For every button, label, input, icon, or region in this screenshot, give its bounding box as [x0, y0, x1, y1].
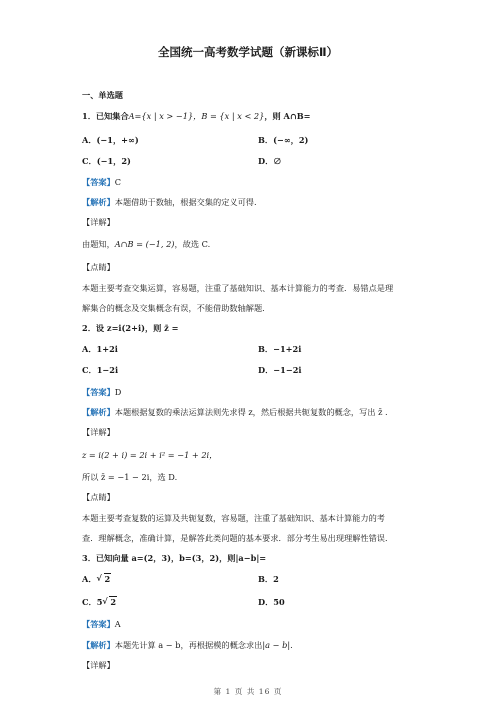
question-1-option-a: A．(−1，+∞): [82, 135, 139, 145]
question-3-option-b: B．2: [258, 574, 279, 584]
page-footer: 第 1 页 共 16 页: [213, 687, 283, 696]
question-1-detail: 由题知，A∩B = (−1, 2)，故选 C.: [82, 239, 211, 249]
question-2-detail-equation: z = i(2 + i) = 2i + i² = −1 + 2i，: [82, 450, 218, 460]
question-2-option-a: A．1+2i: [82, 344, 118, 354]
question-2-review-tag: 【点睛】: [82, 492, 115, 502]
question-2-option-b: B．−1+2i: [258, 344, 302, 354]
question-2-detail-conclusion: 所以 z̄ = −1 − 2i，选 D.: [82, 472, 178, 482]
question-1-option-c: C．(−1，2): [82, 156, 131, 166]
question-2-review-line-1: 本题主要考查复数的运算及共轭复数，容易题，注重了基础知识、基本计算能力的考: [82, 513, 385, 523]
question-2-answer: 【答案】D: [82, 387, 122, 397]
sqrt-symbol: √ 2: [97, 574, 112, 585]
question-1-answer: 【答案】C: [82, 177, 122, 187]
question-2-detail-tag: 【详解】: [82, 427, 115, 437]
question-1-detail-tag: 【详解】: [82, 217, 115, 227]
sqrt-symbol: √ 2: [102, 597, 117, 608]
question-2-option-d: D．−1−2i: [258, 365, 302, 375]
question-1-option-b: B．(−∞，2): [258, 135, 309, 145]
question-2-analysis: 【解析】本题根据复数的乘法运算法则先求得 z，然后根据共轭复数的概念，写出 z̄ .: [82, 407, 388, 417]
question-1-option-d: D．∅: [258, 156, 282, 166]
question-3-option-d: D．50: [258, 597, 285, 607]
question-3-option-c: C．5√ 2: [82, 597, 117, 608]
question-1-analysis: 【解析】本题借助于数轴，根据交集的定义可得.: [82, 197, 257, 207]
question-1-review-line-2: 解集合的概念及交集概念有误，不能借助数轴解题．: [82, 303, 271, 313]
question-1-stem: 1．已知集合A={x | x > −1}，B = {x | x < 2}，则 A∩B=: [82, 111, 311, 121]
page-title: 全国统一高考数学试题（新课标Ⅱ）: [157, 45, 339, 59]
question-3-answer: 【答案】A: [82, 619, 121, 629]
section-heading: 一、单选题: [82, 90, 123, 100]
question-3-analysis: 【解析】本题先计算 a − b，再根据模的概念求出|a − b|.: [82, 640, 293, 650]
question-1-review-tag: 【点睛】: [82, 262, 115, 272]
question-2-review-line-2: 查．理解概念，准确计算，是解答此类问题的基本要求．部分考生易出现理解性错误．: [82, 533, 394, 543]
question-3-option-a: A．√ 2: [82, 574, 111, 585]
question-2-stem: 2．设 z=i(2+i)，则 z̄ =: [82, 323, 179, 333]
question-3-detail-tag: 【详解】: [82, 660, 115, 670]
question-2-option-c: C．1−2i: [82, 365, 119, 375]
question-3-stem: 3．已知向量 a=(2，3)，b=(3，2)，则|a−b|=: [82, 553, 267, 563]
question-1-review-line-1: 本题主要考查交集运算，容易题，注重了基础知识、基本计算能力的考查．易错点是理: [82, 283, 394, 293]
